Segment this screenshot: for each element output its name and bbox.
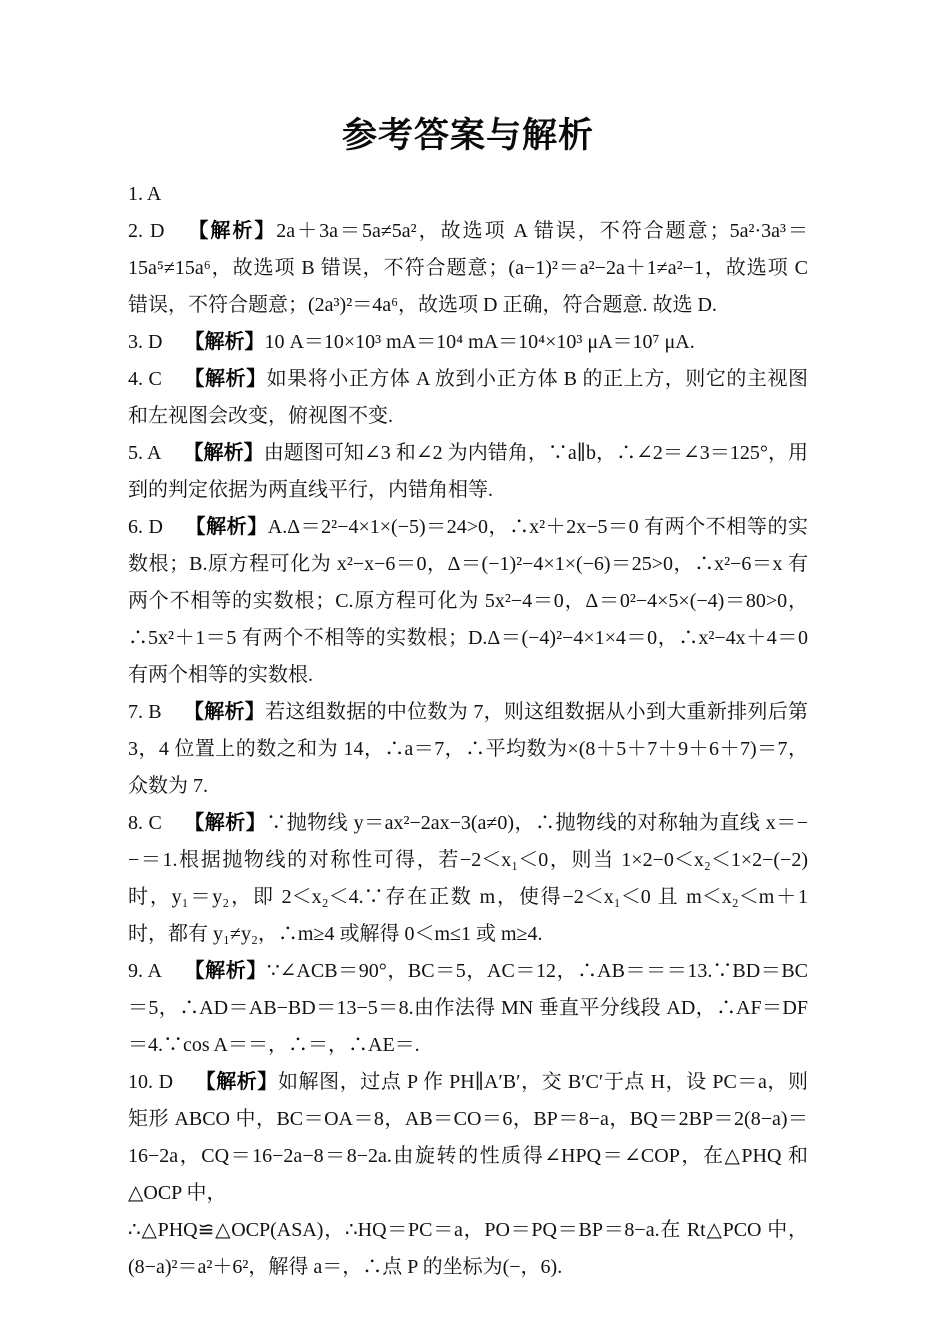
analysis-text: 10 A＝10×10³ mA＝10⁴ mA＝10⁴×10³ μA＝10⁷ μA. <box>264 331 695 353</box>
analysis-text: 若这组数据的中位数为 7，则这组数据从小到大重新排列后第 3，4 位置上的数之和为 14，∴a＝7，∴平均数为×(8＋5＋7＋9＋6＋7)＝7，众数为 7. <box>128 701 809 797</box>
analysis-text: ∵∠ACB＝90°，BC＝5，AC＝12，∴AB＝＝＝13.∵BD＝BC＝5，∴AD＝AB−BD＝13−5＝8.由作法得 MN 垂直平分线段 AD，∴AF＝DF＝4.∵cos A＝＝，∴＝，∴AE＝. <box>128 960 809 1056</box>
analysis-text: A.Δ＝2²−4×1×(−5)＝24>0，∴x²＋2x−5＝0 有两个不相等的实数根；B.原方程可化为 x²−x−6＝0，Δ＝(−1)²−4×1×(−6)＝25>0，∴x²−6＝x 有两个不相等的实数根；C.原方程可化为 5x²−4＝0，Δ＝0²−4×5×(−4)＝80>0，∴5x²＋1＝5 有两个不相等的实数根；D.Δ＝(−4)²−4×1×4＝0，∴x²−4x＋4＝0 有两个相等的实数根. <box>128 516 808 686</box>
analysis-label: 【解析】 <box>183 960 267 982</box>
analysis-label: 【解析】 <box>183 442 264 464</box>
analysis-label: 【解析】 <box>195 1071 278 1093</box>
answer-item-5 <box>128 435 808 509</box>
item-number-answer: 8. C <box>128 812 162 834</box>
answer-item-4 <box>128 361 808 435</box>
analysis-text: 如果将小正方体 A 放到小正方体 B 的正上方，则它的主视图和左视图会改变，俯视图不变. <box>128 368 809 427</box>
answer-item-2 <box>128 213 808 324</box>
answer-item-7 <box>128 694 808 805</box>
analysis-label: 【解析】 <box>183 812 267 834</box>
answer-item-1 <box>128 176 808 213</box>
item-number-answer: 5. A <box>128 442 162 464</box>
answer-item-9 <box>128 953 808 1064</box>
page-title: 参考答案与解析 <box>341 116 594 155</box>
analysis-label: 【解析】 <box>184 331 265 353</box>
item-number-answer: 3. D <box>128 331 163 353</box>
analysis-text: 2a＋3a＝5a≠5a²，故选项 A 错误，不符合题意；5a²·3a³＝15a⁵≠15a⁶，故选项 B 错误，不符合题意；(a−1)²＝a²−2a＋1≠a²−1，故选项 C 错误，不符合题意；(2a³)²＝4a⁶，故选项 D 正确，符合题意. 故选 D. <box>128 220 808 316</box>
answer-item-3 <box>128 324 808 361</box>
answer-item-8 <box>128 805 808 953</box>
analysis-text: 由题图可知∠3 和∠2 为内错角，∵a∥b，∴∠2＝∠3＝125°，用到的判定依据为两直线平行，内错角相等. <box>128 442 808 501</box>
answer-item-10 <box>128 1064 808 1286</box>
analysis-text-continued: ∴△PHQ≌△OCP(ASA)，∴HQ＝PC＝a，PO＝PQ＝BP＝8−a.在 Rt△PCO 中，(8−a)²＝a²＋6²，解得 a＝，∴点 P 的坐标为(−，6). <box>128 1219 808 1278</box>
answer-item-6 <box>128 509 808 694</box>
analysis-label: 【解析】 <box>183 368 267 390</box>
analysis-text: ∵抛物线 y＝ax²−2ax−3(a≠0)，∴抛物线的对称轴为直线 x＝−−＝1.根据抛物线的对称性可得，若−2＜x₁＜0，则当 1×2−0＜x₂＜1×2−(−2)时，y₁＝y₂，即 2＜x₂＜4.∵存在正数 m，使得−2＜x₁＜0 且 m＜x₂＜m＋1 时，都有 y₁≠y₂，∴m≥4 或解得 0＜m≤1 或 m≥4. <box>128 812 809 945</box>
analysis-text: 如解图，过点 P 作 PH∥A′B′，交 B′C′于点 H，设 PC＝a，则矩形 ABCO 中，BC＝OA＝8，AB＝CO＝6，BP＝8−a，BQ＝2BP＝2(8−a)＝16−2a，CQ＝16−2a−8＝8−2a.由旋转的性质得∠HPQ＝∠COP，在△PHQ 和△OCP 中， <box>128 1071 809 1204</box>
item-number-answer: 6. D <box>128 516 163 538</box>
analysis-label: 【解析】 <box>185 516 268 538</box>
item-number-answer: 7. B <box>128 701 162 723</box>
item-number-answer: 4. C <box>128 368 162 390</box>
item-number-answer: 10. D <box>128 1071 174 1093</box>
item-number-answer: 2. D <box>128 220 165 242</box>
item-number-answer: 1. A <box>128 183 162 205</box>
analysis-label: 【解析】 <box>186 220 277 242</box>
analysis-label: 【解析】 <box>183 701 266 723</box>
item-number-answer: 9. A <box>128 960 162 982</box>
answer-list <box>128 176 808 1286</box>
